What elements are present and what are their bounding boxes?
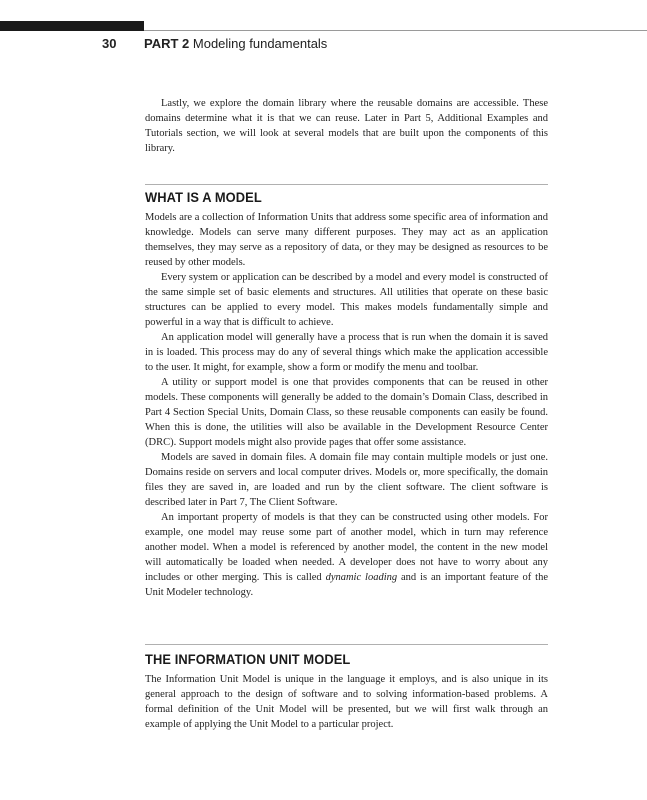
p6-text-start: An important property of models is that they can be constructed using other models. For example, one model may reuse some part of another model, which in turn may reference another model. When a model is referenced by another model, the content in the new model will automatically be loaded when needed. A developer does not have to worry about any includes or other merging. This is called [145,512,548,583]
intro-block [145,96,548,156]
section-heading-information-unit-model: THE INFORMATION UNIT MODEL [145,651,351,667]
section2-body [145,672,548,732]
section-rule-2 [145,644,548,645]
intro-paragraph: Lastly, we explore the domain library where the reusable domains are accessible. These domains determine what it is that we can reuse. Later in Part 5, Additional Examples and Tutorials section, we will look at several models that are built upon the components of this library. [145,98,548,154]
part-title: Modeling fundamentals [192,36,328,51]
section1-paragraph-3: An application model will generally have a process that is run when the domain it is saved in is loaded. This process may do any of several things which make the application accessible to the user. It might, for example, show a form or modify the menu and toolbar. [145,332,548,373]
section1-paragraph-6 [145,510,548,600]
section2-paragraph-1: The Information Unit Model is unique in the language it employs, and is also unique in its general approach to the design of software and to solving information-based problems. A formal definition of the Unit Model will be presented, but we will first walk through an example of applying the Unit Model to a particular project. [145,674,548,730]
header-rule [144,30,647,31]
p6-text-end: and is an important feature of the Unit Modeler technology. [145,572,549,598]
section1-paragraph-4: A utility or support model is one that provides components that can be reused in other models. These components will generally be added to the domain’s Domain Class, described in Part 4 Section Special Units, Domain Class, so these reusable components can easily be found. When this is done, the utilities will also be available in the Development Resource Center (DRC). Support models might also provide pages that offer some assistance. [145,377,548,448]
section1-paragraph-1: Models are a collection of Information Units that address some specific area of information and knowledge. Models can serve many different purposes. They may act as an application themselves, they may serve as a repository of data, or they may be designed as resources to be reused by other models. [145,212,548,268]
running-header [102,36,327,51]
section1-paragraph-5: Models are saved in domain files. A domain file may contain multiple models or just one. Domains reside on servers and local computer drives. Models or, more specifically, the domain files they are saved in, are loaded and run by the client software. The client software is described later in Part 7, The Client Software. [145,452,548,508]
section1-paragraph-2: Every system or application can be described by a model and every model is constructed of the same simple set of basic elements and structures. All utilities that operate on these basic structures can be applied to every model. This makes models fundamentally simple and powerful in a way that is difficult to achieve. [145,272,548,328]
header-bar [0,21,144,31]
p6-emphasis: dynamic loading [325,572,398,583]
part-label: PART 2 [144,36,190,51]
section1-body [145,210,548,600]
section-rule-1 [145,184,548,185]
section-heading-what-is-a-model: WHAT IS A MODEL [145,189,262,205]
page-number: 30 [102,36,117,51]
